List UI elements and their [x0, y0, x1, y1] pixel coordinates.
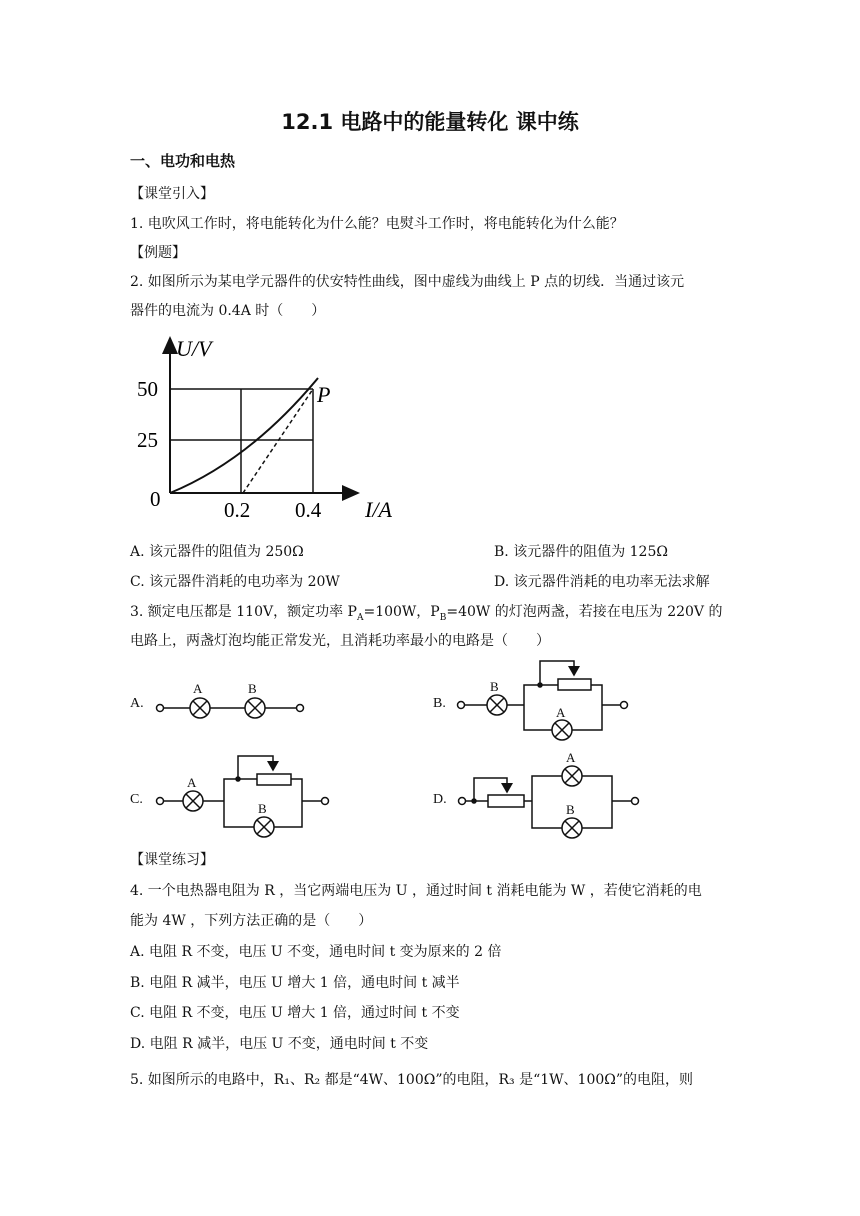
y-tick-25: 25 — [137, 428, 158, 452]
question-5-line1: 5. 如图所示的电路中，R₁、R₂ 都是“4W、100Ω”的电阻，R₃ 是“1W、100Ω”的电阻，则 — [130, 1072, 694, 1088]
page-title: 12.1 电路中的能量转化 课中练 — [281, 110, 579, 134]
question-3-line2: 电路上，两盏灯泡均能正常发光，且消耗功率最小的电路是（ ） — [130, 633, 550, 649]
svg-text:B: B — [566, 802, 575, 817]
x-axis-label: I/A — [365, 497, 392, 522]
y-axis-label: U/V — [176, 336, 212, 361]
circuit-c-label: C. — [130, 792, 143, 807]
circuit-c-lamp-b-icon — [254, 817, 274, 837]
practice-label: 【课堂练习】 — [130, 852, 214, 868]
q4-option-a[interactable]: A. 电阻 R 不变，电压 U 不变，通电时间 t 变为原来的 2 倍 — [130, 944, 502, 960]
circuit-d-label: D. — [433, 792, 447, 807]
circuit-d-lamp-a-icon — [562, 766, 582, 786]
svg-text:B: B — [490, 679, 499, 694]
lead-in-label: 【课堂引入】 — [130, 186, 214, 202]
circuit-a-lamp-b-icon — [245, 698, 265, 718]
q4-option-d[interactable]: D. 电阻 R 减半，电压 U 不变，通电时间 t 不变 — [130, 1036, 429, 1052]
circuit-a-label: A. — [130, 696, 144, 711]
question-2-line2: 器件的电流为 0.4A 时（ ） — [130, 303, 326, 319]
svg-text:B: B — [258, 801, 267, 816]
q2-option-a[interactable]: A. 该元器件的阻值为 250Ω — [130, 544, 304, 560]
question-1: 1. 电吹风工作时，将电能转化为什么能？电熨斗工作时，将电能转化为什么能？ — [130, 216, 624, 232]
q2-option-c[interactable]: C. 该元器件消耗的电功率为 20W — [130, 574, 340, 590]
circuit-d-lamp-b-icon — [562, 818, 582, 838]
y-tick-50: 50 — [137, 377, 158, 401]
circuit-c-lamp-a-icon — [183, 791, 203, 811]
origin-label: 0 — [150, 487, 161, 511]
x-tick-0.2: 0.2 — [224, 498, 251, 522]
circuit-b-lamp-a-icon — [552, 720, 572, 740]
question-4-line1: 4. 一个电热器电阻为 R ，当它两端电压为 U ，通过时间 t 消耗电能为 W ，若使它消耗的电 — [130, 883, 702, 899]
circuit-b-label: B. — [433, 696, 446, 711]
characteristic-curve — [170, 378, 318, 493]
question-4-line2: 能为 4W ，下列方法正确的是（ ） — [130, 913, 373, 929]
svg-text:A: A — [187, 775, 197, 790]
point-p-label: P — [317, 382, 331, 407]
x-tick-0.4: 0.4 — [295, 498, 322, 522]
section-heading: 一、电功和电热 — [130, 152, 236, 170]
q2-option-d[interactable]: D. 该元器件消耗的电功率无法求解 — [494, 574, 710, 590]
svg-text:A: A — [193, 681, 203, 696]
example-label: 【例题】 — [130, 245, 186, 261]
tangent-dashed-line — [243, 389, 313, 493]
question-2-line1: 2. 如图所示为某电学元器件的伏安特性曲线，图中虚线为曲线上 P 点的切线．当通过该元 — [130, 274, 685, 290]
q4-option-c[interactable]: C. 电阻 R 不变，电压 U 增大 1 倍，通过时间 t 不变 — [130, 1005, 460, 1021]
svg-text:B: B — [248, 681, 257, 696]
circuit-a-lamp-a-icon — [190, 698, 210, 718]
q4-option-b[interactable]: B. 电阻 R 减半，电压 U 增大 1 倍，通电时间 t 减半 — [130, 975, 460, 991]
svg-text:A: A — [566, 750, 576, 765]
question-3-line1: 3. 额定电压都是 110V，额定功率 $P_A=100W$，$P_B=40W$ 的灯泡两盏，若接在电压为 220V 的 — [130, 604, 723, 623]
circuit-b-lamp-b-icon — [487, 695, 507, 715]
svg-text:A: A — [556, 705, 566, 720]
q2-option-b[interactable]: B. 该元器件的阻值为 125Ω — [494, 544, 668, 560]
